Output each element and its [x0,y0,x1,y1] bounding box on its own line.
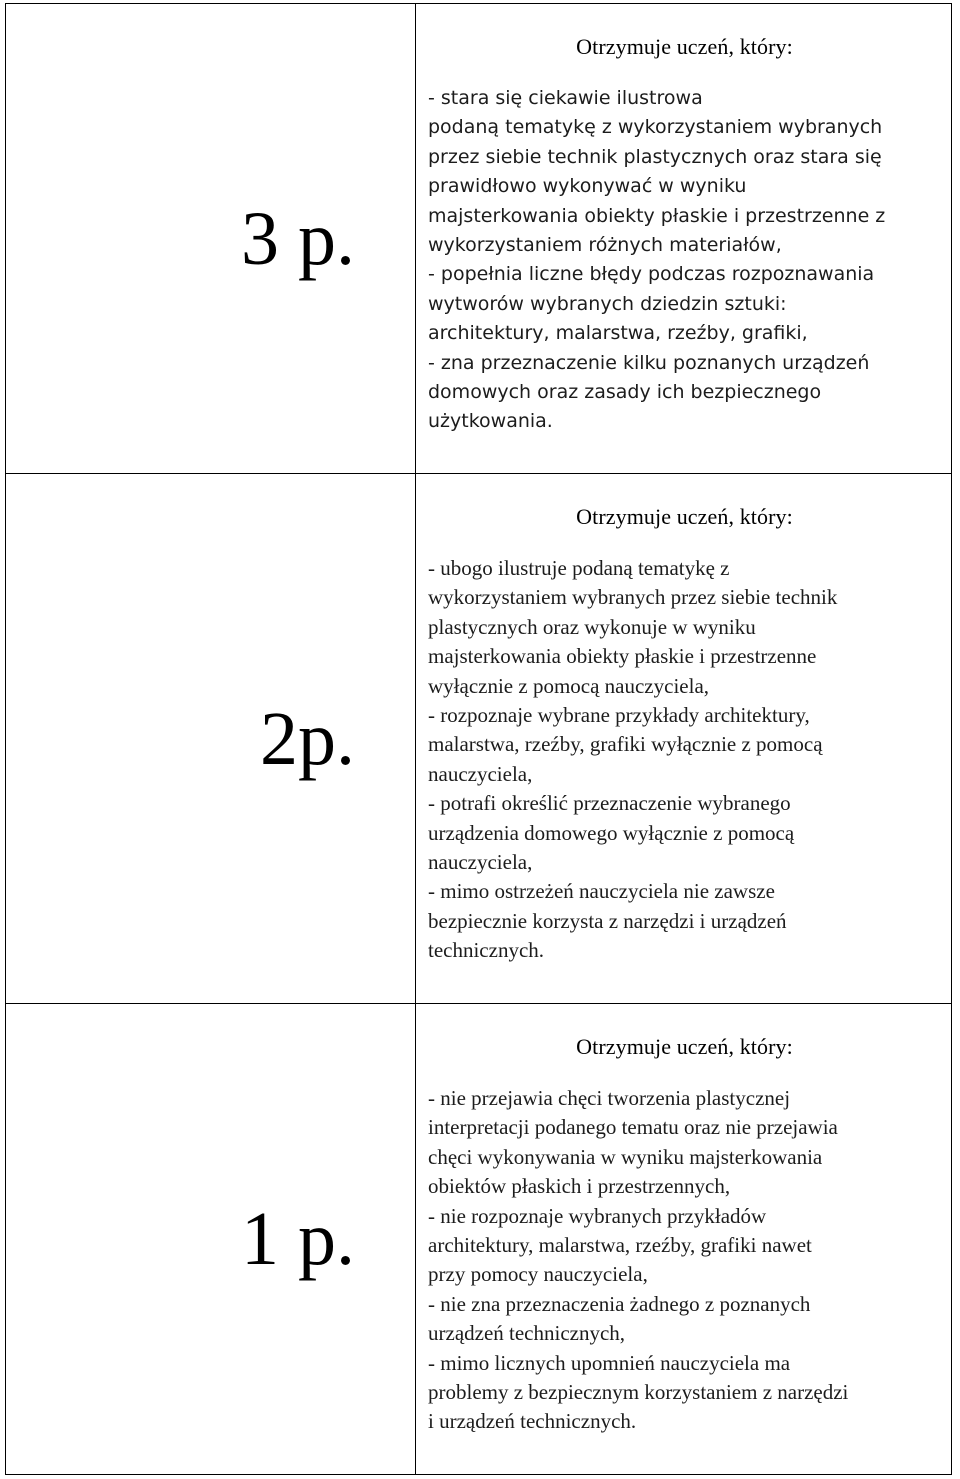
criteria-line: - potrafi określić przeznaczenie wybranego [428,791,791,816]
criteria-line: nauczyciela, [428,850,533,875]
criteria-line: - stara się ciekawie ilustrowa [428,87,703,109]
criteria-line: podaną tematykę z wykorzystaniem wybranych [428,116,883,139]
criteria-line: - mimo ostrzeżeń nauczyciela nie zawsze [428,879,775,904]
grade-cell [6,1004,416,1475]
grade-cell [6,4,416,474]
criteria-line: - rozpoznaje wybrane przykłady architektury, [428,703,810,728]
criteria-line: obiektów płaskich i przestrzennych, [428,1174,731,1199]
criteria-line: - mimo licznych upomnień nauczyciela ma [428,1350,791,1375]
criteria-line: domowych oraz zasady ich bezpiecznego [428,381,822,404]
criteria-line: nauczyciela, [428,761,533,786]
grade-row-3 [6,4,952,474]
criteria-line: i urządzeń technicznych. [428,1409,637,1434]
criteria-line: majsterkowania obiekty płaskie i przestrzenne z [428,204,886,227]
description-cell [416,4,952,474]
criteria-line: architektury, malarstwa, rzeźby, grafiki nawet [428,1233,812,1258]
criteria-line: wytworów wybranych dziedzin sztuki: [428,292,787,315]
criteria-line: plastycznych oraz wykonuje w wyniku [428,614,756,639]
criteria-line: - popełnia liczne błędy podczas rozpoznawania [428,263,875,286]
description-cell [416,474,952,1004]
criteria-line: wykorzystaniem różnych materiałów, [428,234,782,257]
grade-label: 2p. [260,696,355,781]
grade-row-1 [6,1004,952,1475]
description-cell [416,1004,952,1475]
criteria-line: interpretacji podanego tematu oraz nie przejawia [428,1115,838,1140]
criteria-line: urządzenia domowego wyłącznie z pomocą [428,820,795,845]
grading-criteria-table [5,3,952,1475]
criteria-header: Otrzymuje uczeń, który: [576,1034,793,1059]
criteria-line: architektury, malarstwa, rzeźby, grafiki, [428,322,808,345]
criteria-line: przez siebie technik plastycznych oraz stara się [428,145,882,168]
criteria-line: prawidłowo wykonywać w wyniku [428,175,747,198]
criteria-line: przy pomocy nauczyciela, [428,1262,648,1287]
criteria-line: - nie przejawia chęci tworzenia plastycznej [428,1086,791,1110]
criteria-line: urządzeń technicznych, [428,1321,626,1346]
grade-row-2 [6,474,952,1004]
criteria-line: bezpiecznie korzysta z narzędzi i urządzeń [428,908,787,933]
criteria-line: problemy z bezpiecznym korzystaniem z narzędzi [428,1380,849,1405]
grade-cell [6,474,416,1004]
criteria-line: malarstwa, rzeźby, grafiki wyłącznie z pomocą [428,732,823,757]
grade-label: 1 p. [241,1197,355,1281]
criteria-line: chęci wykonywania w wyniku majsterkowania [428,1144,823,1169]
criteria-header: Otrzymuje uczeń, który: [576,504,793,529]
criteria-line: wyłącznie z pomocą nauczyciela, [428,673,710,698]
criteria-line: - ubogo ilustruje podaną tematykę z [428,556,730,580]
criteria-line: - nie zna przeznaczenia żadnego z poznanych [428,1291,811,1316]
criteria-line: majsterkowania obiekty płaskie i przestrzenne [428,644,817,669]
criteria-line: technicznych. [428,938,545,963]
criteria-header: Otrzymuje uczeń, który: [576,34,793,59]
criteria-line: użytkowania. [428,410,553,433]
criteria-line: wykorzystaniem wybranych przez siebie technik [428,585,838,610]
criteria-line: - nie rozpoznaje wybranych przykładów [428,1203,767,1228]
grade-label: 3 p. [241,196,355,281]
criteria-line: - zna przeznaczenie kilku poznanych urządzeń [428,351,870,374]
